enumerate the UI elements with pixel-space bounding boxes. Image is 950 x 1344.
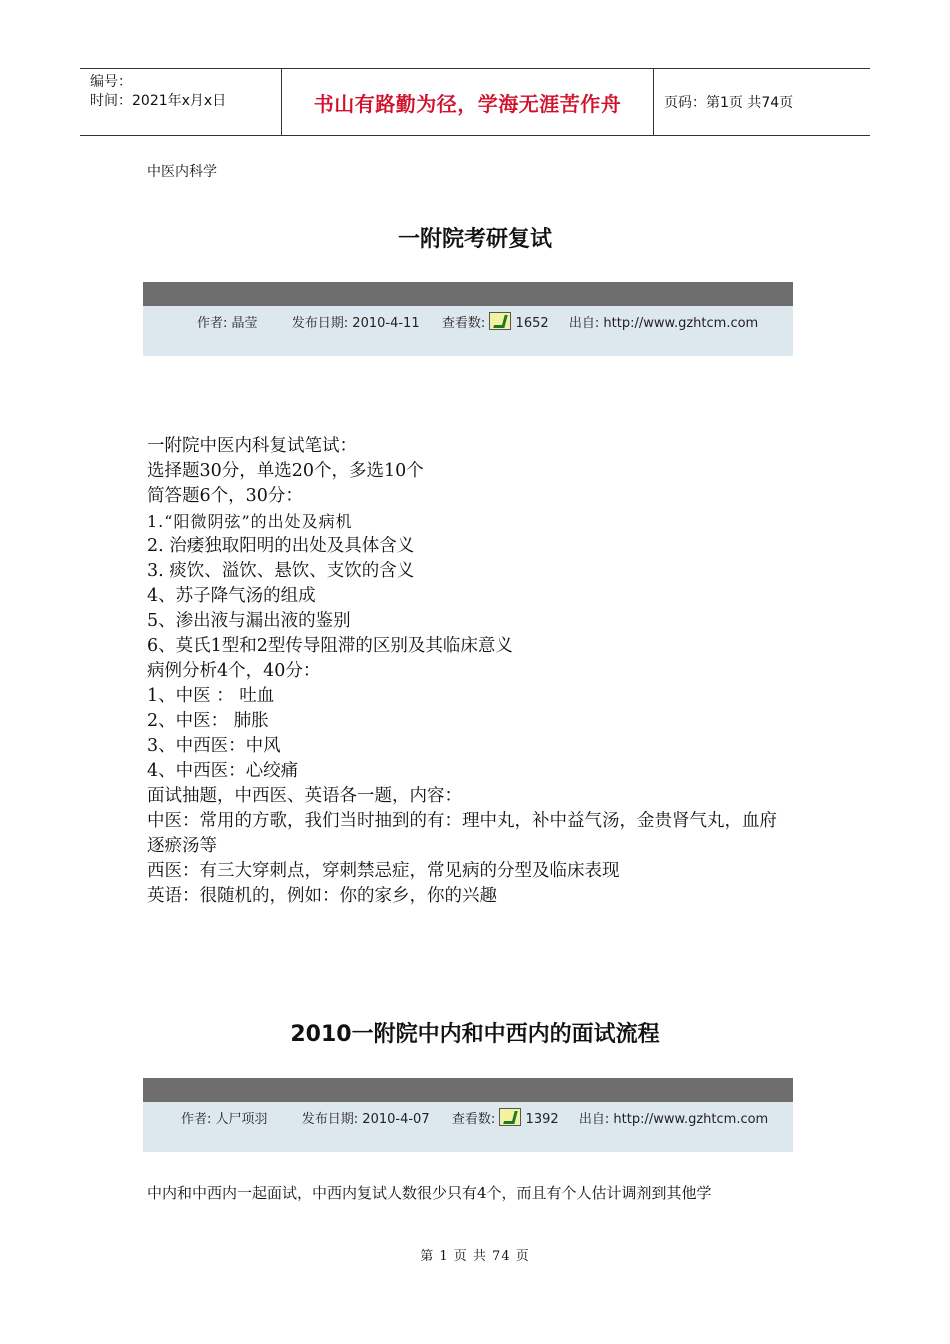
body-line: 3. 痰饮、溢饮、悬饮、支饮的含义 <box>147 561 415 581</box>
article-title: 一附院考研复试 <box>397 227 552 252</box>
meta-line <box>197 312 758 331</box>
body-line: 4、中西医：心绞痛 <box>147 761 299 781</box>
body-line: 病例分析4个，40分： <box>147 661 321 681</box>
meta-source[interactable]: 出自: http://www.gzhtcm.com <box>578 1112 769 1127</box>
article-meta-bar <box>143 282 793 356</box>
body-line: 西医：有三大穿刺点，穿刺禁忌症，常见病的分型及临床表现 <box>147 861 620 881</box>
body-line: 5、渗出液与漏出液的鉴别 <box>147 611 351 631</box>
meta-date: 发布日期: 2010-4-07 <box>301 1112 430 1127</box>
header-page-label: 页码：第1页 共74页 <box>664 95 794 111</box>
body-line: 1.“阳微阴弦”的出处及病机 <box>147 512 353 531</box>
meta-views-label: 查看数: <box>451 1112 496 1127</box>
body-line: 选择题30分，单选20个，多选10个 <box>147 461 424 481</box>
article-title: 2010一附院中内和中西内的面试流程 <box>290 1022 660 1047</box>
meta-author: 作者: 晶莹 <box>197 316 258 331</box>
article-meta-bar <box>143 1078 793 1152</box>
meta-bar-info <box>143 1102 793 1152</box>
category-label: 中医内科学 <box>147 164 217 180</box>
meta-source[interactable]: 出自: http://www.gzhtcm.com <box>568 316 759 331</box>
body-line: 2、中医： 肺胀 <box>147 711 269 731</box>
meta-bar-top <box>143 282 793 306</box>
article-body <box>147 434 787 909</box>
body-line: 4、苏子降气汤的组成 <box>147 586 316 606</box>
body-line: 1、中医 ： 吐血 <box>147 686 275 706</box>
meta-author: 作者: 人尸项羽 <box>181 1112 268 1127</box>
meta-views-label: 查看数: <box>441 316 486 331</box>
header-motto: 书山有路勤为径，学海无涯苦作舟 <box>282 69 654 135</box>
serial-label: 编号： <box>90 74 132 90</box>
body-line: 一附院中医内科复试笔试： <box>147 436 357 456</box>
page-header <box>80 68 870 136</box>
meta-line <box>181 1108 768 1127</box>
meta-views: 1392 <box>525 1112 559 1127</box>
meta-date: 发布日期: 2010-4-11 <box>291 316 420 331</box>
body-line: 中医：常用的方歌，我们当时抽到的有：理中丸，补中益气汤，金贵肾气丸，血府逐瘀汤等 <box>147 811 777 856</box>
body-line: 面试抽题，中西医、英语各一题，内容： <box>147 786 462 806</box>
views-icon <box>499 1108 521 1126</box>
article-body-paragraph: 中内和中西内一起面试，中西内复试人数很少只有4个，而且有个人估计调剂到其他学 <box>147 1184 712 1202</box>
meta-bar-info <box>143 306 793 356</box>
body-line: 英语：很随机的，例如：你的家乡，你的兴趣 <box>147 886 497 906</box>
body-line: 6、莫氏1型和2型传导阻滞的区别及其临床意义 <box>147 636 513 656</box>
meta-views: 1652 <box>515 316 549 331</box>
time-label: 时间：2021年x月x日 <box>90 93 227 109</box>
page-footer: 第 1 页 共 74 页 <box>420 1249 530 1264</box>
body-line: 3、中西医：中风 <box>147 736 281 756</box>
meta-bar-top <box>143 1078 793 1102</box>
views-icon <box>489 312 511 330</box>
body-line: 简答题6个，30分： <box>147 486 303 506</box>
body-line: 2. 治痿独取阳明的出处及具体含义 <box>147 536 415 556</box>
header-meta <box>80 69 282 135</box>
